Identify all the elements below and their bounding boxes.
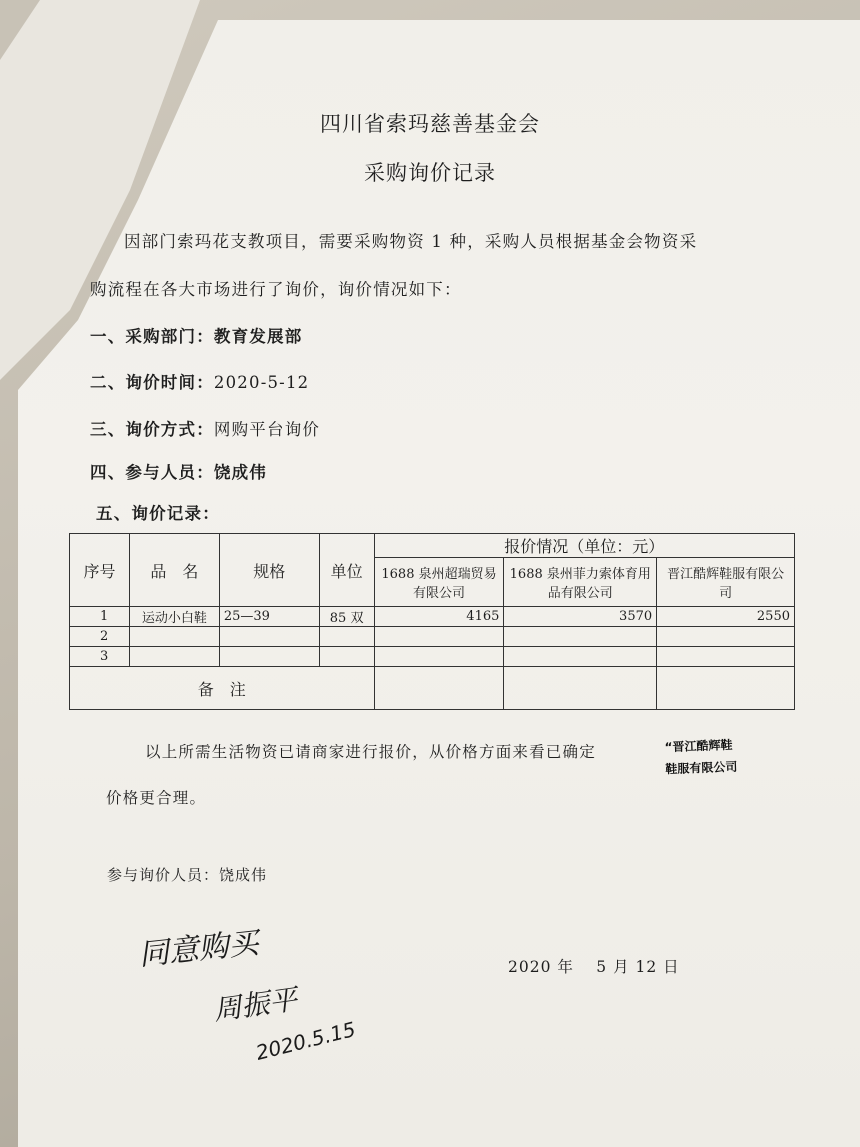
cell-vendor3-price (657, 647, 795, 667)
header-name: 品 名 (129, 534, 219, 607)
handwritten-vendor-line2: 鞋服有限公司 (665, 759, 738, 777)
cell-seq: 2 (70, 627, 130, 647)
handwritten-vendor-line1: “晋江酷辉鞋 (664, 737, 733, 755)
cell-spec: 25—39 (219, 607, 319, 627)
inquiry-participants: 参与询价人员：饶成伟 (107, 866, 268, 884)
department-item (90, 323, 302, 347)
cell-spec (219, 627, 319, 647)
remark-label: 备 注 (70, 667, 375, 710)
inquiry-record-item (96, 500, 220, 524)
cell-vendor2-price (504, 627, 657, 647)
inquiry-time-item (90, 369, 309, 393)
participants-item (90, 459, 267, 483)
header-spec: 规格 (219, 534, 319, 607)
cell-name (129, 627, 219, 647)
department-label: 一、采购部门： (90, 327, 214, 346)
inquiry-method-value: 网购平台询价 (213, 420, 321, 439)
inquiry-time-label: 二、询价时间： (90, 373, 214, 392)
cell-unit (319, 627, 374, 647)
header-seq: 序号 (70, 534, 130, 607)
cell-vendor1-price: 4165 (374, 607, 504, 627)
handwritten-approval: 同意购买 (137, 925, 261, 973)
department-value: 教育发展部 (213, 327, 303, 346)
cell-vendor3-price: 2550 (657, 607, 795, 627)
cell-vendor1-price (374, 647, 504, 667)
cell-seq: 1 (70, 607, 130, 627)
header-unit: 单位 (319, 534, 374, 607)
remark-cell (657, 667, 795, 710)
cell-vendor3-price (657, 627, 795, 647)
handwritten-sign-date: 2020.5.15 (253, 1016, 358, 1065)
handwritten-vendor-name (664, 734, 738, 780)
table-row (70, 607, 795, 627)
document-title: 采购询价记录 (364, 161, 496, 185)
participants-label: 四、参与人员： (90, 463, 214, 482)
header-vendor1: 1688 泉州超瑞贸易有限公司 (374, 558, 504, 607)
inquiry-record-table (69, 533, 795, 710)
inquiry-time-value: 2020-5-12 (213, 373, 310, 392)
cell-vendor1-price (374, 627, 504, 647)
document-date: 2020 年 5 月 12 日 (508, 958, 680, 976)
header-vendor2: 1688 泉州菲力索体育用品有限公司 (504, 558, 657, 607)
handwritten-signature (130, 920, 390, 1070)
remark-row (70, 667, 795, 710)
organization-title: 四川省索玛慈善基金会 (320, 112, 540, 136)
inquiry-method-item (90, 416, 320, 440)
table-header-row (70, 534, 795, 558)
inquiry-method-label: 三、询价方式： (90, 420, 214, 439)
participants-value: 饶成伟 (213, 463, 268, 482)
cell-vendor2-price (504, 647, 657, 667)
cell-seq: 3 (70, 647, 130, 667)
cell-vendor2-price: 3570 (504, 607, 657, 627)
table-row (70, 647, 795, 667)
cell-unit: 85 双 (319, 607, 374, 627)
intro-paragraph-line2: 购流程在各大市场进行了询价，询价情况如下： (90, 280, 462, 299)
intro-paragraph-line1: 因部门索玛花支教项目，需要采购物资 1 种，采购人员根据基金会物资采 (124, 232, 698, 251)
header-quote: 报价情况（单位：元） (374, 534, 794, 558)
conclusion-line1: 以上所需生活物资已请商家进行报价，从价格方面来看已确定 (145, 743, 596, 761)
cell-name: 运动小白鞋 (129, 607, 219, 627)
cell-name (129, 647, 219, 667)
header-vendor3: 晋江酷辉鞋服有限公司 (657, 558, 795, 607)
cell-spec (219, 647, 319, 667)
cell-unit (319, 647, 374, 667)
table-row (70, 627, 795, 647)
inquiry-record-label: 五、询价记录： (96, 504, 220, 523)
remark-cell (504, 667, 657, 710)
remark-cell (374, 667, 504, 710)
conclusion-line2: 价格更合理。 (106, 789, 207, 807)
handwritten-signature-name: 周振平 (211, 982, 300, 1027)
